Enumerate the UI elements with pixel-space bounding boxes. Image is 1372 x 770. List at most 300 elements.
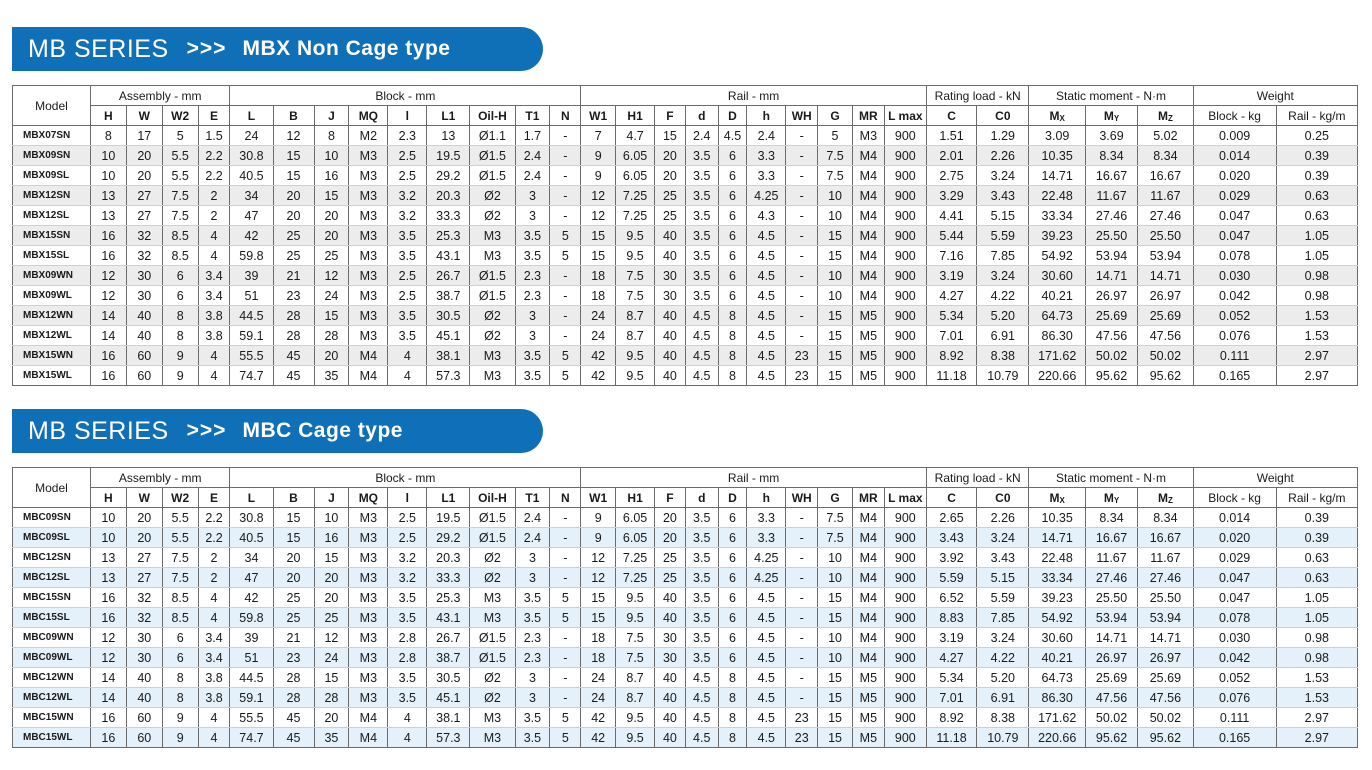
value-cell: 2.4 (515, 146, 550, 166)
value-cell: 25 (314, 608, 349, 628)
value-cell: 0.39 (1276, 508, 1357, 528)
col-header: d (685, 106, 718, 126)
value-cell: 11.67 (1085, 186, 1137, 206)
value-cell: 3 (515, 326, 550, 346)
value-cell: 51 (230, 648, 273, 668)
value-cell: M4 (852, 246, 884, 266)
value-cell: 2 (198, 568, 230, 588)
value-cell: 2.97 (1276, 346, 1357, 366)
col-header: D (718, 488, 747, 508)
value-cell: 0.029 (1193, 186, 1276, 206)
value-cell: 900 (884, 648, 926, 668)
value-cell: 7.5 (162, 568, 198, 588)
value-cell: 2.8 (388, 648, 427, 668)
value-cell: 4.5 (685, 306, 718, 326)
value-cell: 27.46 (1085, 206, 1137, 226)
column-header-row (13, 106, 1358, 126)
value-cell: 23 (273, 648, 314, 668)
value-cell: 0.98 (1276, 648, 1357, 668)
col-header: Oil-H (470, 106, 515, 126)
value-cell: 3.5 (685, 226, 718, 246)
value-cell: 6 (718, 286, 747, 306)
value-cell: 55.5 (230, 346, 273, 366)
value-cell: 6 (718, 628, 747, 648)
value-cell: 3.19 (926, 628, 976, 648)
value-cell: 1.05 (1276, 226, 1357, 246)
value-cell: 38.1 (427, 708, 470, 728)
value-cell: 42 (581, 728, 616, 748)
table-row (13, 608, 1358, 628)
block-group-header: Block - mm (230, 468, 581, 488)
value-cell: 25 (273, 226, 314, 246)
value-cell: 27 (126, 206, 162, 226)
value-cell: 1.7 (515, 126, 550, 146)
value-cell: M3 (349, 628, 388, 648)
value-cell: 53.94 (1138, 246, 1193, 266)
value-cell: 15 (818, 366, 853, 386)
col-header: L max (884, 488, 926, 508)
value-cell: 900 (884, 708, 926, 728)
value-cell: 60 (126, 346, 162, 366)
value-cell: 4 (198, 246, 230, 266)
value-cell: 0.042 (1193, 286, 1276, 306)
value-cell: 8.38 (977, 708, 1029, 728)
value-cell: Ø2 (470, 568, 515, 588)
value-cell: 3.5 (685, 286, 718, 306)
value-cell: 900 (884, 588, 926, 608)
group-header-row (13, 86, 1358, 106)
value-cell: 4.5 (685, 346, 718, 366)
value-cell: 5.59 (977, 226, 1029, 246)
value-cell: 8.34 (1138, 508, 1193, 528)
value-cell: 900 (884, 688, 926, 708)
value-cell: 2.26 (977, 146, 1029, 166)
moment-group-header: Static moment - N·m (1029, 468, 1193, 488)
value-cell: 39.23 (1029, 226, 1085, 246)
value-cell: 0.052 (1193, 668, 1276, 688)
value-cell: 26.97 (1138, 286, 1193, 306)
value-cell: 60 (126, 708, 162, 728)
value-cell: 3.5 (685, 246, 718, 266)
value-cell: M5 (852, 346, 884, 366)
col-header: C0 (977, 488, 1029, 508)
value-cell: 64.73 (1029, 306, 1085, 326)
value-cell: 5.44 (926, 226, 976, 246)
value-cell: 9.5 (616, 708, 655, 728)
value-cell: 3.5 (388, 588, 427, 608)
value-cell: 3.2 (388, 568, 427, 588)
value-cell: 3.2 (388, 206, 427, 226)
value-cell: 47.56 (1085, 688, 1137, 708)
value-cell: 39 (230, 628, 273, 648)
value-cell: 4.5 (685, 688, 718, 708)
value-cell: 4 (198, 728, 230, 748)
col-header-my: $M_Y$ (1085, 106, 1137, 126)
value-cell: - (550, 146, 581, 166)
table-row (13, 648, 1358, 668)
value-cell: 20 (126, 508, 162, 528)
value-cell: 3.4 (198, 648, 230, 668)
value-cell: 27 (126, 186, 162, 206)
col-header: Oil-H (470, 488, 515, 508)
value-cell: M4 (852, 608, 884, 628)
value-cell: 0.39 (1276, 166, 1357, 186)
value-cell: 25.69 (1138, 306, 1193, 326)
value-cell: 6.05 (616, 166, 655, 186)
value-cell: 2.4 (747, 126, 786, 146)
value-cell: M5 (852, 366, 884, 386)
value-cell: 5.02 (1138, 126, 1193, 146)
value-cell: 9.5 (616, 246, 655, 266)
value-cell: 7.5 (818, 528, 853, 548)
col-header: E (198, 106, 230, 126)
value-cell: M3 (349, 648, 388, 668)
rating-group-header: Rating load - kN (926, 86, 1029, 106)
value-cell: 15 (581, 588, 616, 608)
value-cell: 32 (126, 226, 162, 246)
model-cell: MBC09WL (13, 648, 91, 668)
value-cell: 2.26 (977, 508, 1029, 528)
value-cell: M5 (852, 326, 884, 346)
value-cell: 8 (718, 668, 747, 688)
value-cell: 38.7 (427, 648, 470, 668)
value-cell: 1.5 (198, 126, 230, 146)
value-cell: 12 (314, 266, 349, 286)
value-cell: 2 (198, 548, 230, 568)
value-cell: 2.97 (1276, 728, 1357, 748)
value-cell: 8 (162, 306, 198, 326)
value-cell: M4 (852, 528, 884, 548)
value-cell: 7.5 (616, 628, 655, 648)
value-cell: 6 (718, 568, 747, 588)
value-cell: M3 (470, 728, 515, 748)
series-title: MB SERIES (28, 416, 169, 445)
value-cell: 54.92 (1029, 246, 1085, 266)
value-cell: 74.7 (230, 728, 273, 748)
value-cell: 0.076 (1193, 326, 1276, 346)
value-cell: - (550, 286, 581, 306)
value-cell: 0.98 (1276, 266, 1357, 286)
value-cell: 0.047 (1193, 226, 1276, 246)
value-cell: 0.63 (1276, 568, 1357, 588)
value-cell: 3.5 (515, 708, 550, 728)
value-cell: 3.29 (926, 186, 976, 206)
block-group-header: Block - mm (230, 86, 581, 106)
value-cell: 4.5 (685, 668, 718, 688)
value-cell: Ø1.5 (470, 286, 515, 306)
value-cell: 30 (126, 648, 162, 668)
value-cell: 1.29 (977, 126, 1029, 146)
weight-group-header: Weight (1193, 86, 1357, 106)
value-cell: 9 (162, 728, 198, 748)
value-cell: Ø2 (470, 688, 515, 708)
value-cell: 59.8 (230, 246, 273, 266)
col-header: MQ (349, 488, 388, 508)
value-cell: 4.25 (747, 568, 786, 588)
value-cell: 900 (884, 146, 926, 166)
value-cell: 0.042 (1193, 648, 1276, 668)
col-header: D (718, 106, 747, 126)
col-header: L1 (427, 106, 470, 126)
value-cell: 40.5 (230, 528, 273, 548)
value-cell: 9.5 (616, 226, 655, 246)
value-cell: 900 (884, 186, 926, 206)
model-header: Model (13, 86, 91, 126)
value-cell: 6 (718, 608, 747, 628)
value-cell: 7.25 (616, 206, 655, 226)
value-cell: 8 (90, 126, 126, 146)
value-cell: 0.047 (1193, 568, 1276, 588)
value-cell: 14 (90, 306, 126, 326)
value-cell: 6 (718, 166, 747, 186)
value-cell: M4 (852, 226, 884, 246)
value-cell: 8.92 (926, 708, 976, 728)
value-cell: 0.111 (1193, 708, 1276, 728)
value-cell: 39.23 (1029, 588, 1085, 608)
model-header: Model (13, 468, 91, 508)
table-row (13, 588, 1358, 608)
value-cell: M3 (470, 708, 515, 728)
value-cell: 12 (314, 628, 349, 648)
value-cell: 45 (273, 728, 314, 748)
value-cell: 6 (718, 186, 747, 206)
value-cell: 3.43 (926, 528, 976, 548)
value-cell: 25 (314, 246, 349, 266)
model-cell: MBX12SN (13, 186, 91, 206)
value-cell: 900 (884, 628, 926, 648)
value-cell: - (550, 508, 581, 528)
value-cell: 15 (655, 126, 686, 146)
value-cell: 8 (718, 728, 747, 748)
value-cell: 18 (581, 266, 616, 286)
value-cell: 43.1 (427, 246, 470, 266)
value-cell: 6.91 (977, 688, 1029, 708)
value-cell: 2.2 (198, 166, 230, 186)
value-cell: 28 (314, 326, 349, 346)
value-cell: 4.27 (926, 286, 976, 306)
value-cell: 4.22 (977, 286, 1029, 306)
value-cell: 23 (786, 346, 818, 366)
value-cell: 3.5 (515, 588, 550, 608)
value-cell: 4.5 (685, 728, 718, 748)
value-cell: 2.3 (515, 648, 550, 668)
value-cell: 22.48 (1029, 186, 1085, 206)
value-cell: M3 (349, 146, 388, 166)
value-cell: 5.15 (977, 568, 1029, 588)
value-cell: 4.22 (977, 648, 1029, 668)
value-cell: M3 (349, 588, 388, 608)
rail-group-header: Rail - mm (581, 86, 927, 106)
value-cell: 5 (550, 246, 581, 266)
value-cell: 25 (655, 206, 686, 226)
col-header: WH (786, 488, 818, 508)
value-cell: 0.078 (1193, 608, 1276, 628)
value-cell: - (550, 648, 581, 668)
value-cell: 3 (515, 186, 550, 206)
value-cell: 20 (655, 146, 686, 166)
col-header: W2 (162, 106, 198, 126)
value-cell: 5.5 (162, 166, 198, 186)
col-header-mx: $M_X$ (1029, 106, 1085, 126)
col-header: MR (852, 488, 884, 508)
value-cell: 12 (581, 186, 616, 206)
model-cell: MBX09SN (13, 146, 91, 166)
value-cell: 13 (90, 548, 126, 568)
value-cell: Ø1.1 (470, 126, 515, 146)
value-cell: 8 (718, 688, 747, 708)
table-row (13, 146, 1358, 166)
value-cell: 40.21 (1029, 286, 1085, 306)
value-cell: 38.1 (427, 346, 470, 366)
value-cell: M3 (349, 548, 388, 568)
value-cell: 30 (655, 286, 686, 306)
value-cell: Ø1.5 (470, 528, 515, 548)
value-cell: 43.1 (427, 608, 470, 628)
value-cell: 20 (314, 568, 349, 588)
value-cell: 28 (314, 688, 349, 708)
value-cell: 0.98 (1276, 628, 1357, 648)
value-cell: 4.5 (747, 708, 786, 728)
value-cell: 59.1 (230, 326, 273, 346)
value-cell: M5 (852, 708, 884, 728)
value-cell: 20 (273, 206, 314, 226)
value-cell: 3.4 (198, 266, 230, 286)
value-cell: Ø1.5 (470, 146, 515, 166)
table-row (13, 286, 1358, 306)
value-cell: - (786, 246, 818, 266)
value-cell: 30 (655, 648, 686, 668)
value-cell: 7.5 (818, 146, 853, 166)
value-cell: 6 (718, 146, 747, 166)
value-cell: 8 (718, 326, 747, 346)
value-cell: 26.97 (1085, 648, 1137, 668)
value-cell: 3.24 (977, 166, 1029, 186)
value-cell: M4 (852, 508, 884, 528)
value-cell: M3 (349, 608, 388, 628)
col-header: J (314, 106, 349, 126)
col-header: W1 (581, 488, 616, 508)
value-cell: 3.5 (685, 548, 718, 568)
value-cell: 14 (90, 326, 126, 346)
model-cell: MBX09WN (13, 266, 91, 286)
value-cell: 8.34 (1138, 146, 1193, 166)
value-cell: 14 (90, 688, 126, 708)
value-cell: Ø2 (470, 548, 515, 568)
series-title: MB SERIES (28, 34, 169, 63)
value-cell: 9.5 (616, 608, 655, 628)
value-cell: 28 (273, 306, 314, 326)
value-cell: 3.8 (198, 668, 230, 688)
value-cell: 20 (655, 528, 686, 548)
col-header: T1 (515, 488, 550, 508)
value-cell: 23 (786, 728, 818, 748)
value-cell: 3.3 (747, 166, 786, 186)
value-cell: 10 (818, 286, 853, 306)
col-header: W1 (581, 106, 616, 126)
value-cell: - (550, 206, 581, 226)
value-cell: 3.5 (685, 146, 718, 166)
value-cell: 0.014 (1193, 146, 1276, 166)
value-cell: 7.25 (616, 186, 655, 206)
value-cell: 45.1 (427, 326, 470, 346)
value-cell: 15 (581, 246, 616, 266)
col-header: H1 (616, 106, 655, 126)
value-cell: 5.59 (926, 568, 976, 588)
value-cell: 8 (718, 708, 747, 728)
value-cell: 3.5 (515, 728, 550, 748)
value-cell: 12 (581, 206, 616, 226)
value-cell: 0.029 (1193, 548, 1276, 568)
value-cell: - (550, 166, 581, 186)
value-cell: 3.4 (198, 628, 230, 648)
value-cell: 40 (655, 346, 686, 366)
value-cell: M3 (349, 266, 388, 286)
value-cell: 25.69 (1138, 668, 1193, 688)
value-cell: 7.25 (616, 548, 655, 568)
table-row (13, 206, 1358, 226)
value-cell: 19.5 (427, 508, 470, 528)
value-cell: 9.5 (616, 346, 655, 366)
col-header: Block - kg (1193, 106, 1276, 126)
value-cell: 86.30 (1029, 688, 1085, 708)
value-cell: 2.2 (198, 508, 230, 528)
value-cell: 220.66 (1029, 728, 1085, 748)
value-cell: 25 (273, 588, 314, 608)
value-cell: 4 (198, 588, 230, 608)
value-cell: M5 (852, 688, 884, 708)
value-cell: 6 (162, 286, 198, 306)
value-cell: 28 (273, 668, 314, 688)
value-cell: 42 (581, 708, 616, 728)
value-cell: - (786, 306, 818, 326)
value-cell: 10 (314, 146, 349, 166)
table-row (13, 166, 1358, 186)
value-cell: 4.5 (747, 226, 786, 246)
value-cell: 0.076 (1193, 688, 1276, 708)
value-cell: 3.5 (388, 226, 427, 246)
value-cell: 18 (581, 286, 616, 306)
value-cell: 3.5 (388, 326, 427, 346)
value-cell: M3 (349, 568, 388, 588)
value-cell: 50.02 (1085, 346, 1137, 366)
value-cell: M3 (470, 608, 515, 628)
value-cell: 42 (230, 588, 273, 608)
value-cell: 4.5 (747, 346, 786, 366)
value-cell: 900 (884, 286, 926, 306)
value-cell: 60 (126, 728, 162, 748)
value-cell: 0.014 (1193, 508, 1276, 528)
value-cell: 39 (230, 266, 273, 286)
value-cell: 7.5 (818, 508, 853, 528)
value-cell: 59.8 (230, 608, 273, 628)
value-cell: 12 (90, 286, 126, 306)
value-cell: 23 (786, 366, 818, 386)
value-cell: 4.5 (747, 688, 786, 708)
value-cell: 40 (655, 246, 686, 266)
value-cell: 5 (550, 708, 581, 728)
value-cell: 15 (581, 608, 616, 628)
value-cell: 0.047 (1193, 206, 1276, 226)
col-header-mx: $M_X$ (1029, 488, 1085, 508)
value-cell: 10.79 (977, 366, 1029, 386)
value-cell: 25.3 (427, 588, 470, 608)
table-row (13, 708, 1358, 728)
value-cell: 0.165 (1193, 728, 1276, 748)
value-cell: 3.92 (926, 548, 976, 568)
value-cell: 2.5 (388, 166, 427, 186)
value-cell: 3.5 (685, 588, 718, 608)
col-header: W2 (162, 488, 198, 508)
